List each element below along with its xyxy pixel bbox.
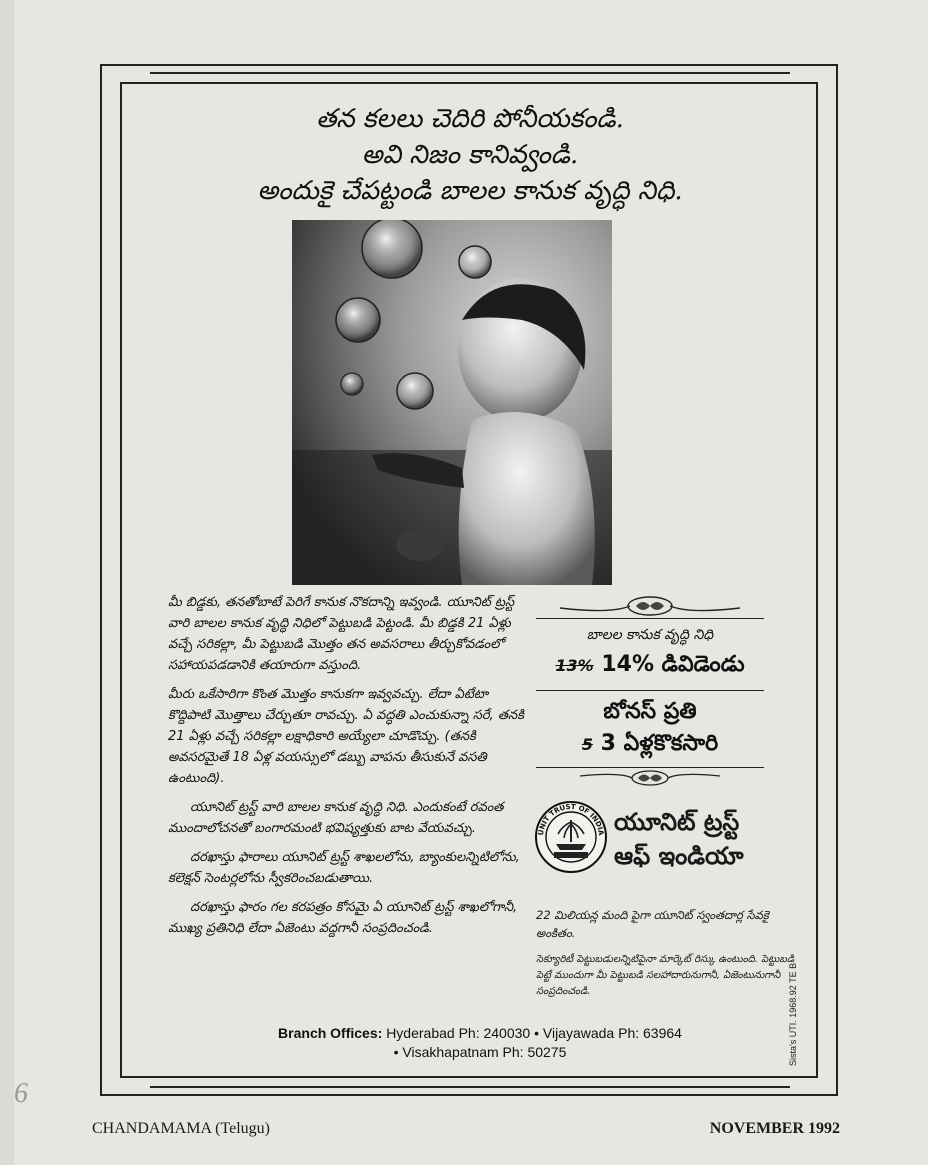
- headline-line-3: అందుకై చేపట్టండి బాలల కానుక వృద్ధి నిధి.: [257, 176, 683, 206]
- branch-offices-line-1: Hyderabad Ph: 240030 • Vijayawada Ph: 63964: [386, 1025, 682, 1041]
- agency-code: Sista's UTI. 1968.92 TE B: [788, 962, 798, 1066]
- ornament-bottom-icon: [550, 768, 750, 788]
- body-paragraph: దరఖాస్తు ఫారం గల కరపత్రం కోసమై ఏ యూనిట్ ట్రస్ట్ శాఖలోగానీ, ముఖ్య ప్రతినిధి లేదా ఏజెంటు వద్దగానీ సంప్రదించండి.: [168, 900, 518, 936]
- body-paragraph: మీ బిడ్డకు, తనతోబాటే పెరిగే కానుక నొకదాన్ని ఇవ్వండి. యూనిట్ ట్రస్ట్ వారి బాలల కానుక వృద్ధి నిధిలో పెట్టుబడి పెట్టండి. మీ బిడ్డకి 21 ఏళ్లు వచ్చే సరికల్లా, మీ పెట్టుబడి మొత్తం తన అవసరాలు తీర్చుకోవడంలో సహాయపడడానికి తయారుగా వస్తుంది.: [168, 595, 515, 673]
- brand-name-line-2: ఆఫ్ ఇండియా: [614, 842, 744, 870]
- headline-line-1: తన కలలు చెదిరి పోనీయకండి.: [316, 104, 624, 134]
- uti-logo-seal: [534, 800, 608, 874]
- headline-line-2: అవి నిజం కానివ్వండి.: [361, 140, 579, 170]
- ornament-top-icon: [550, 594, 750, 618]
- publication-name: CHANDAMAMA (Telugu): [92, 1120, 270, 1137]
- body-paragraph: యూనిట్ ట్రస్ట్ వారి బాలల కానుక వృద్ధి నిధి. ఎందుకంటే రవంత ముందాలోచనతో బంగారమంటి భవిష్యత్తుకు బాట వేయవచ్చు.: [168, 800, 504, 836]
- new-bonus-years: 3 ఏళ్లకొకసారి: [600, 731, 719, 756]
- page-number: 6: [14, 1078, 28, 1109]
- bonus-frequency: [536, 731, 764, 761]
- old-dividend-rate: 13%: [555, 656, 594, 675]
- body-paragraph: దరఖాస్తు ఫారాలు యూనిట్ ట్రస్ట్ శాఖలలోను, బ్యాంకులన్నిటిలోను, కలెక్షన్ సెంటర్లలోను స్వీకరించబడుతాయి.: [168, 850, 520, 886]
- old-bonus-years: 5: [581, 735, 593, 754]
- branch-offices-line-2: • Visakhapatnam Ph: 50275: [393, 1044, 567, 1060]
- market-risk-disclaimer: సెక్యూరిటీ పెట్టుబడులన్నిటిపైనా మార్కెట్ రిస్కు ఉంటుంది. పెట్టుబడి పెట్టే ముందుగా మీ పెట్టుబడి సలహాదారునుగానీ, ఏజెంటునుగానీ సంప్రదించండి.: [536, 954, 795, 997]
- fund-name: బాలల కానుక వృద్ధి నిధి: [586, 627, 714, 643]
- dividend-rate: [536, 652, 764, 682]
- logo-lettering: UNIT TRUST OF INDIA: [536, 802, 606, 836]
- frame-top-rule: [150, 72, 790, 74]
- page-edge: [0, 0, 14, 1165]
- offer-rule-top: [536, 618, 764, 619]
- branch-offices: [200, 1024, 760, 1062]
- investors-note: 22 మిలియన్ల మంది పైగా యూనిట్ స్వంతదార్ల సేవకై అంకితం.: [536, 908, 769, 940]
- new-dividend-rate: 14% డివిడెండు: [601, 652, 745, 677]
- offer-box: [536, 594, 764, 788]
- branch-offices-label: Branch Offices:: [278, 1025, 383, 1041]
- body-paragraph: మీరు ఒకేసారిగా కొంత మొత్తం కానుకగా ఇవ్వవచ్చు. లేదా ఏటేటా కొద్దిపాటి మొత్తాలు చేర్చుతూ రావచ్చు. ఏ వద్ధతి ఎంచుకున్నా సరే, తనకి 21 ఏళ్లు వచ్చే సరికల్లా లక్షాధికారి అయ్యేలా చూడొచ్చు. (తనకి అవసరమైతే 18 ఏళ్ల వయస్సులో డబ్బు వాపను తీసుకునే వసతి ఉంటుంది).: [168, 687, 524, 786]
- body-copy: [168, 592, 528, 947]
- offer-rule-middle: [536, 690, 764, 691]
- baby-with-bubbles-photo: [292, 220, 612, 585]
- issue-date: NOVEMBER 1992: [709, 1120, 840, 1137]
- bonus-label: బోనస్ ప్రతి: [603, 699, 697, 724]
- frame-bottom-rule: [150, 1086, 790, 1088]
- brand-name-line-1: యూనిట్ ట్రస్ట్: [614, 808, 740, 836]
